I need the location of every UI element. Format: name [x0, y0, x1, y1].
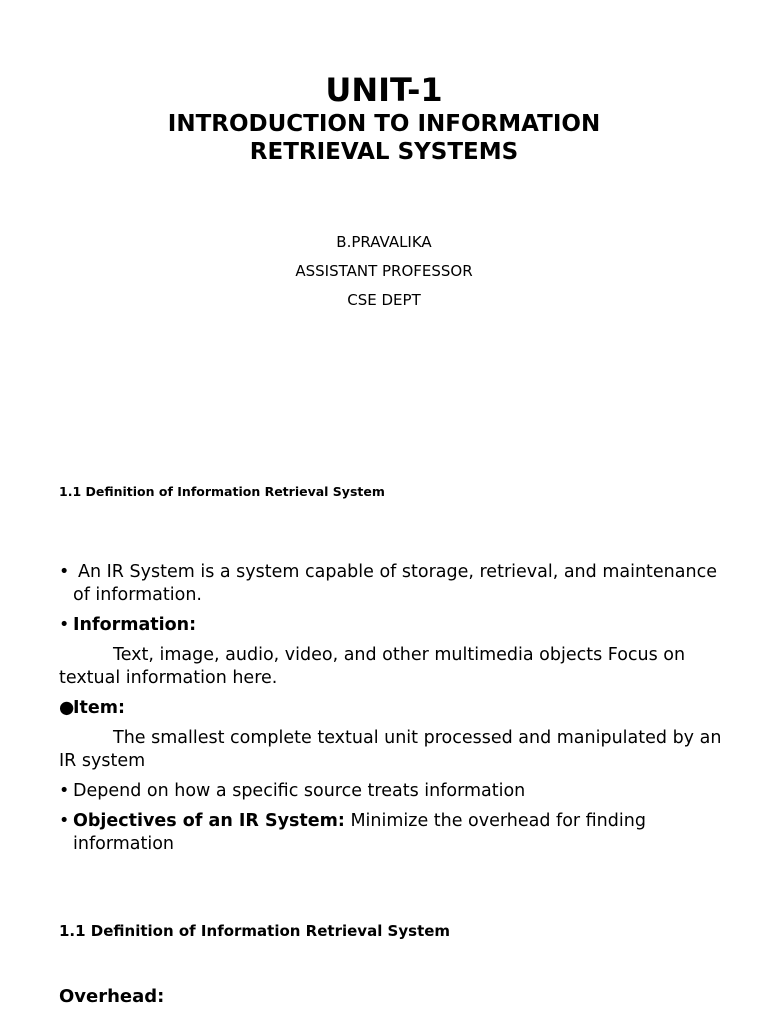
depend-text: Depend on how a specific source treats information [73, 781, 526, 801]
title-line-2: RETRIEVAL SYSTEMS [249, 139, 519, 165]
title-line-1: INTRODUCTION TO INFORMATION [167, 111, 601, 137]
author-dept: CSE DEPT [347, 291, 421, 309]
item-label: Item: [73, 698, 125, 718]
author-block [0, 228, 768, 315]
list-item-depend [59, 780, 729, 803]
overhead-label: Overhead: [59, 986, 165, 1007]
list-item-ir-system [59, 561, 729, 607]
information-label: Information: [73, 615, 197, 635]
item-description: The smallest complete textual unit processed and manipulated by an IR system [59, 728, 722, 771]
unit-title: UNIT-1 [325, 71, 443, 109]
bullet-icon: • [59, 811, 70, 831]
author-name: B.PRAVALIKA [336, 233, 432, 251]
objectives-text: Minimize the overhead for finding information [73, 811, 646, 854]
ir-system-text: An IR System is a system capable of storage, retrieval, and maintenance of information. [73, 562, 717, 605]
section-heading-repeat: 1.1 Definition of Information Retrieval System [59, 922, 451, 940]
list-item-objectives [59, 810, 729, 856]
list-item-information [59, 614, 729, 637]
definition-content [59, 561, 729, 856]
objectives-label: Objectives of an IR System: [73, 811, 345, 831]
bullet-icon: ● [59, 698, 75, 718]
bullet-icon: • [59, 781, 70, 801]
bullet-icon: • [59, 562, 70, 582]
section-heading: 1.1 Definition of Information Retrieval System [59, 484, 385, 499]
author-role: ASSISTANT PROFESSOR [295, 262, 473, 280]
list-item-item [59, 697, 729, 720]
document-title [0, 110, 768, 166]
bullet-icon: • [59, 615, 70, 635]
information-description: Text, image, audio, video, and other multimedia objects Focus on textual information here. [59, 645, 686, 688]
